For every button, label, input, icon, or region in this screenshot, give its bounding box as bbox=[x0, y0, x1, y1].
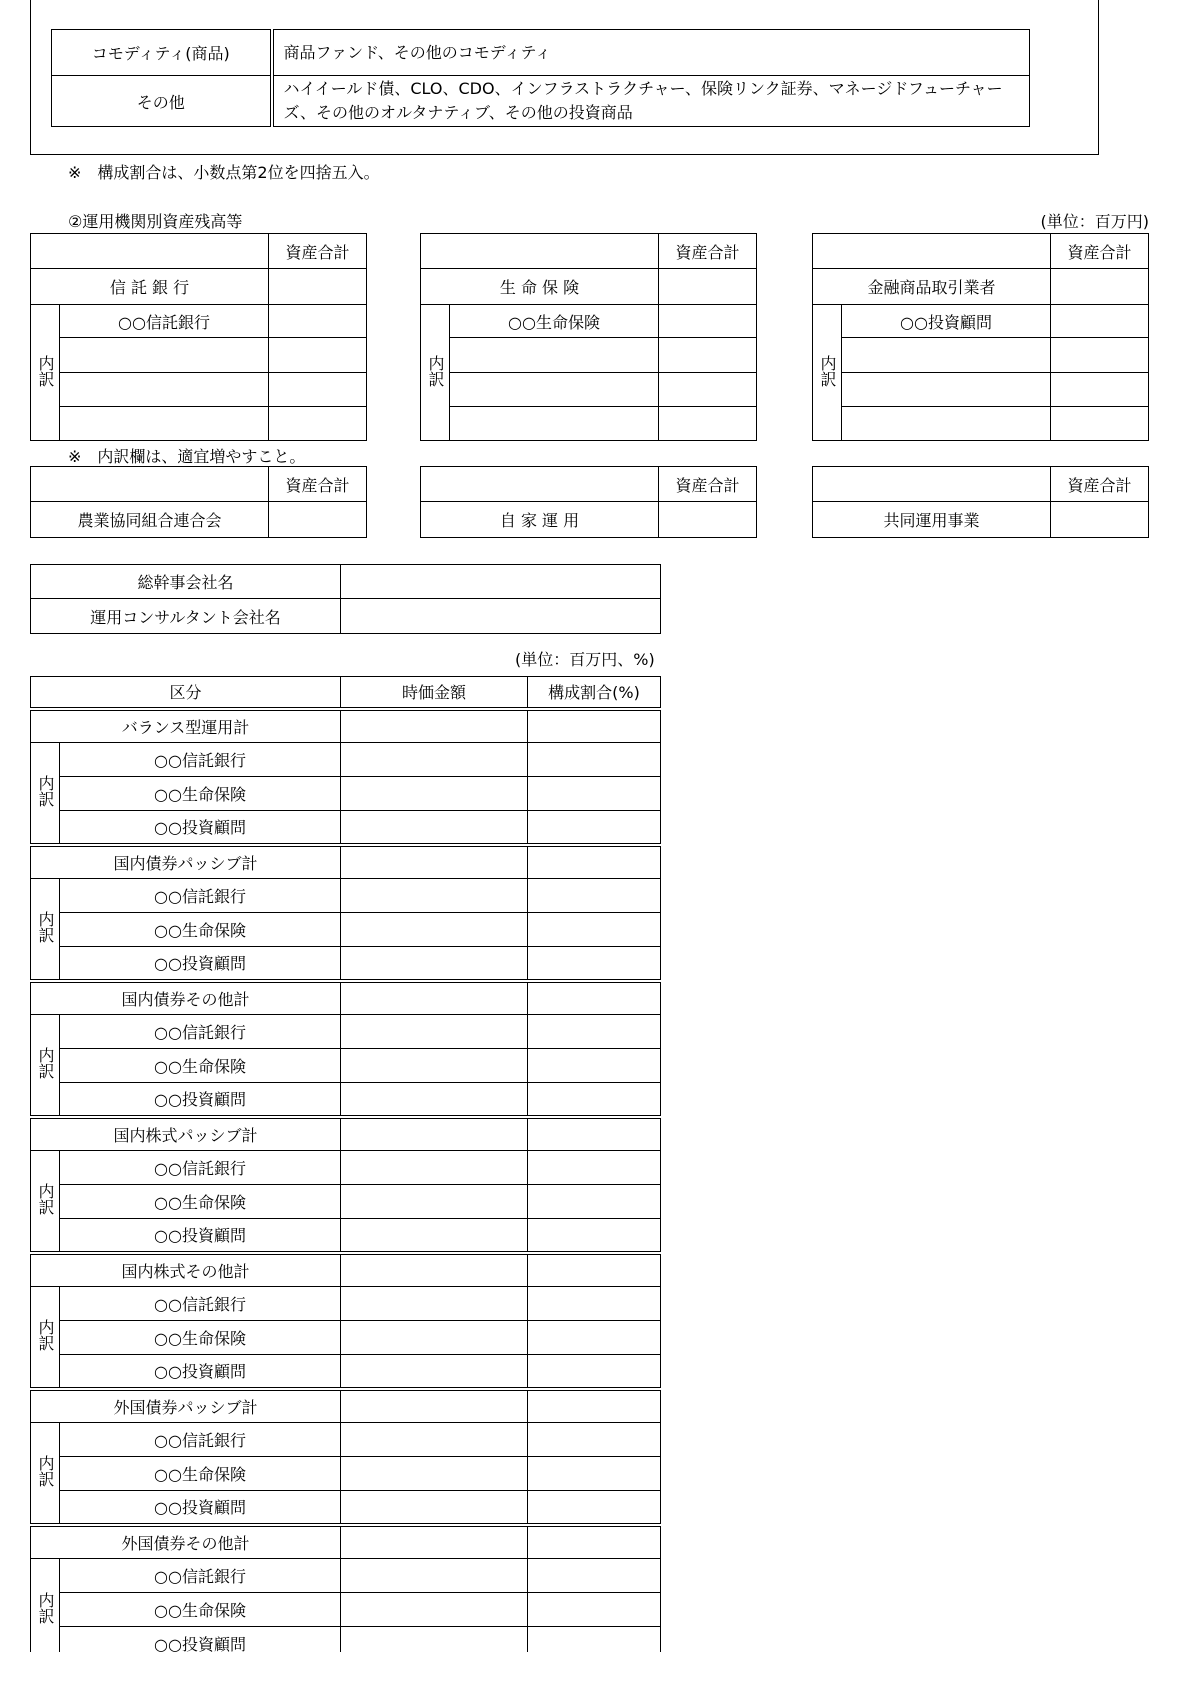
category-table bbox=[51, 29, 1030, 127]
ratio-field[interactable] bbox=[528, 845, 661, 879]
ratio-field[interactable] bbox=[528, 709, 661, 743]
institution-name[interactable] bbox=[842, 373, 1051, 407]
operator-type: 農業協同組合連合会 bbox=[31, 502, 269, 538]
ratio-field[interactable] bbox=[528, 1185, 661, 1219]
institution-name: ○○投資顧問 bbox=[842, 305, 1051, 338]
ratio-field[interactable] bbox=[528, 1627, 661, 1653]
amount-field[interactable] bbox=[269, 373, 367, 407]
section-title: ②運用機関別資産残高等 bbox=[68, 212, 243, 231]
market-value-field[interactable] bbox=[341, 1457, 528, 1491]
rounding-note: ※ 構成割合は、小数点第2位を四捨五入。 bbox=[68, 163, 380, 182]
institution-type: 生 命 保 険 bbox=[421, 269, 659, 305]
member-name: ○○信託銀行 bbox=[60, 1015, 341, 1049]
ratio-field[interactable] bbox=[528, 947, 661, 981]
market-value-field[interactable] bbox=[341, 1083, 528, 1117]
market-value-field[interactable] bbox=[341, 1593, 528, 1627]
breakdown-text: 内訳 bbox=[36, 910, 55, 943]
group-total-label: 外国債券パッシブ計 bbox=[31, 1389, 341, 1423]
breakdown-label bbox=[31, 1151, 60, 1253]
market-value-field[interactable] bbox=[341, 981, 528, 1015]
member-name: ○○生命保険 bbox=[60, 777, 341, 811]
breakdown-label bbox=[31, 1559, 60, 1653]
breakdown-label bbox=[31, 1423, 60, 1525]
category-desc: ハイイールド債、CLO、CDO、インフラストラクチャー、保険リンク証券、マネージドフューチャーズ、その他のオルタナティブ、その他の投資商品 bbox=[272, 76, 1030, 127]
market-value-field[interactable] bbox=[341, 1015, 528, 1049]
member-name: ○○投資顧問 bbox=[60, 1355, 341, 1389]
market-value-field[interactable] bbox=[341, 1117, 528, 1151]
ratio-field[interactable] bbox=[528, 1049, 661, 1083]
ratio-field[interactable] bbox=[528, 811, 661, 845]
breakdown-text: 内訳 bbox=[426, 354, 445, 387]
unit-label-2: (単位：百万円、%) bbox=[515, 650, 655, 669]
group-total-label: 国内株式パッシブ計 bbox=[31, 1117, 341, 1151]
breakdown-label bbox=[31, 743, 60, 845]
institution-table bbox=[30, 233, 367, 441]
ratio-field[interactable] bbox=[528, 1287, 661, 1321]
market-value-field[interactable] bbox=[341, 913, 528, 947]
member-name: ○○信託銀行 bbox=[60, 1287, 341, 1321]
amount-field[interactable] bbox=[659, 305, 757, 338]
market-value-field[interactable] bbox=[341, 743, 528, 777]
lead-manager-field[interactable] bbox=[341, 565, 661, 599]
breakdown-text: 内訳 bbox=[36, 1046, 55, 1079]
member-name: ○○投資顧問 bbox=[60, 947, 341, 981]
breakdown-label bbox=[421, 305, 450, 441]
ratio-field[interactable] bbox=[528, 1525, 661, 1559]
group-total-label: 外国債券その他計 bbox=[31, 1525, 341, 1559]
market-value-field[interactable] bbox=[341, 845, 528, 879]
institution-name: ○○生命保険 bbox=[450, 305, 659, 338]
asset-total-header: 資産合計 bbox=[659, 467, 757, 502]
ratio-field[interactable] bbox=[528, 777, 661, 811]
ratio-field[interactable] bbox=[528, 1559, 661, 1593]
market-value-field[interactable] bbox=[341, 709, 528, 743]
market-value-field[interactable] bbox=[341, 1219, 528, 1253]
market-value-field[interactable] bbox=[341, 879, 528, 913]
group-total-label: 国内債券その他計 bbox=[31, 981, 341, 1015]
amount-field[interactable] bbox=[269, 407, 367, 441]
institution-name[interactable] bbox=[450, 373, 659, 407]
asset-total-field[interactable] bbox=[269, 502, 367, 538]
member-name: ○○信託銀行 bbox=[60, 879, 341, 913]
amount-field[interactable] bbox=[269, 305, 367, 338]
ratio-field[interactable] bbox=[528, 1355, 661, 1389]
ratio-field[interactable] bbox=[528, 1151, 661, 1185]
institution-table bbox=[420, 233, 757, 441]
asset-total-header: 資産合計 bbox=[269, 234, 367, 269]
amount-field[interactable] bbox=[659, 407, 757, 441]
market-value-field[interactable] bbox=[341, 1151, 528, 1185]
ratio-field[interactable] bbox=[528, 879, 661, 913]
market-value-field[interactable] bbox=[341, 1321, 528, 1355]
member-name: ○○生命保険 bbox=[60, 1593, 341, 1627]
market-value-field[interactable] bbox=[341, 1525, 528, 1559]
institution-name[interactable] bbox=[842, 407, 1051, 441]
member-name: ○○生命保険 bbox=[60, 913, 341, 947]
member-name: ○○生命保険 bbox=[60, 1457, 341, 1491]
ratio-field[interactable] bbox=[528, 981, 661, 1015]
breakdown-label bbox=[31, 879, 60, 981]
consultant-field[interactable] bbox=[341, 599, 661, 634]
other-asset-table bbox=[812, 466, 1149, 538]
institution-type: 信 託 銀 行 bbox=[31, 269, 269, 305]
asset-total-field[interactable] bbox=[269, 269, 367, 305]
market-value-field[interactable] bbox=[341, 1287, 528, 1321]
institution-name[interactable] bbox=[450, 407, 659, 441]
breakdown-text: 内訳 bbox=[36, 1454, 55, 1487]
breakdown-text: 内訳 bbox=[36, 774, 55, 807]
other-asset-table bbox=[30, 466, 367, 538]
amount-field[interactable] bbox=[1051, 338, 1149, 373]
operator-type: 共同運用事業 bbox=[813, 502, 1051, 538]
market-value-field[interactable] bbox=[341, 811, 528, 845]
category-name: その他 bbox=[52, 76, 272, 127]
asset-total-field[interactable] bbox=[659, 502, 757, 538]
asset-total-header: 資産合計 bbox=[1051, 234, 1149, 269]
member-name: ○○投資顧問 bbox=[60, 811, 341, 845]
member-name: ○○信託銀行 bbox=[60, 1423, 341, 1457]
other-asset-table bbox=[420, 466, 757, 538]
ratio-field[interactable] bbox=[528, 1593, 661, 1627]
header-ratio: 構成割合(%) bbox=[528, 677, 661, 709]
asset-breakdown-table bbox=[30, 676, 662, 1652]
breakdown-label bbox=[813, 305, 842, 441]
ratio-field[interactable] bbox=[528, 1457, 661, 1491]
asset-total-header: 資産合計 bbox=[269, 467, 367, 502]
amount-field[interactable] bbox=[1051, 373, 1149, 407]
institution-name[interactable] bbox=[450, 338, 659, 373]
market-value-field[interactable] bbox=[341, 1185, 528, 1219]
amount-field[interactable] bbox=[269, 338, 367, 373]
breakdown-text: 内訳 bbox=[818, 354, 837, 387]
member-name: ○○投資顧問 bbox=[60, 1491, 341, 1525]
market-value-field[interactable] bbox=[341, 777, 528, 811]
institution-name[interactable] bbox=[842, 338, 1051, 373]
member-name: ○○生命保険 bbox=[60, 1185, 341, 1219]
market-value-field[interactable] bbox=[341, 1559, 528, 1593]
ratio-field[interactable] bbox=[528, 1321, 661, 1355]
market-value-field[interactable] bbox=[341, 1627, 528, 1653]
institution-name[interactable] bbox=[60, 407, 269, 441]
breakdown-label bbox=[31, 1287, 60, 1389]
amount-field[interactable] bbox=[1051, 407, 1149, 441]
breakdown-label bbox=[31, 305, 60, 441]
ratio-field[interactable] bbox=[528, 1423, 661, 1457]
institution-name[interactable] bbox=[60, 338, 269, 373]
breakdown-label bbox=[31, 1015, 60, 1117]
market-value-field[interactable] bbox=[341, 1423, 528, 1457]
market-value-field[interactable] bbox=[341, 947, 528, 981]
member-name: ○○投資顧問 bbox=[60, 1219, 341, 1253]
group-total-label: 国内債券パッシブ計 bbox=[31, 845, 341, 879]
market-value-field[interactable] bbox=[341, 1491, 528, 1525]
institution-name: ○○信託銀行 bbox=[60, 305, 269, 338]
operator-type: 自 家 運 用 bbox=[421, 502, 659, 538]
institution-table bbox=[812, 233, 1149, 441]
asset-total-field[interactable] bbox=[1051, 502, 1149, 538]
category-desc: 商品ファンド、その他のコモディティ bbox=[272, 30, 1030, 76]
lead-manager-label: 総幹事会社名 bbox=[31, 565, 341, 599]
amount-field[interactable] bbox=[659, 373, 757, 407]
member-name: ○○信託銀行 bbox=[60, 743, 341, 777]
market-value-field[interactable] bbox=[341, 1253, 528, 1287]
ratio-field[interactable] bbox=[528, 913, 661, 947]
ratio-field[interactable] bbox=[528, 1491, 661, 1525]
ratio-field[interactable] bbox=[528, 1219, 661, 1253]
amount-field[interactable] bbox=[659, 338, 757, 373]
breakdown-text: 内訳 bbox=[36, 1591, 55, 1624]
company-table bbox=[30, 564, 661, 634]
asset-total-field[interactable] bbox=[659, 269, 757, 305]
market-value-field[interactable] bbox=[341, 1389, 528, 1423]
market-value-field[interactable] bbox=[341, 1355, 528, 1389]
member-name: ○○投資顧問 bbox=[60, 1627, 341, 1653]
breakdown-note: ※ 内訳欄は、適宜増やすこと。 bbox=[68, 447, 306, 466]
member-name: ○○信託銀行 bbox=[60, 1559, 341, 1593]
unit-label: (単位：百万円) bbox=[1040, 212, 1149, 231]
institution-type: 金融商品取引業者 bbox=[813, 269, 1051, 305]
asset-total-header: 資産合計 bbox=[659, 234, 757, 269]
ratio-field[interactable] bbox=[528, 1117, 661, 1151]
ratio-field[interactable] bbox=[528, 1083, 661, 1117]
header-category: 区分 bbox=[31, 677, 341, 709]
institution-name[interactable] bbox=[60, 373, 269, 407]
member-name: ○○投資顧問 bbox=[60, 1083, 341, 1117]
ratio-field[interactable] bbox=[528, 1389, 661, 1423]
breakdown-text: 内訳 bbox=[36, 1318, 55, 1351]
market-value-field[interactable] bbox=[341, 1049, 528, 1083]
consultant-label: 運用コンサルタント会社名 bbox=[31, 599, 341, 634]
group-total-label: 国内株式その他計 bbox=[31, 1253, 341, 1287]
group-total-label: バランス型運用計 bbox=[31, 709, 341, 743]
breakdown-text: 内訳 bbox=[36, 1182, 55, 1215]
ratio-field[interactable] bbox=[528, 743, 661, 777]
member-name: ○○生命保険 bbox=[60, 1321, 341, 1355]
category-name: コモディティ(商品) bbox=[52, 30, 272, 76]
member-name: ○○生命保険 bbox=[60, 1049, 341, 1083]
asset-total-field[interactable] bbox=[1051, 269, 1149, 305]
asset-total-header: 資産合計 bbox=[1051, 467, 1149, 502]
member-name: ○○信託銀行 bbox=[60, 1151, 341, 1185]
ratio-field[interactable] bbox=[528, 1015, 661, 1049]
amount-field[interactable] bbox=[1051, 305, 1149, 338]
breakdown-text: 内訳 bbox=[36, 354, 55, 387]
ratio-field[interactable] bbox=[528, 1253, 661, 1287]
header-market-value: 時価金額 bbox=[341, 677, 528, 709]
